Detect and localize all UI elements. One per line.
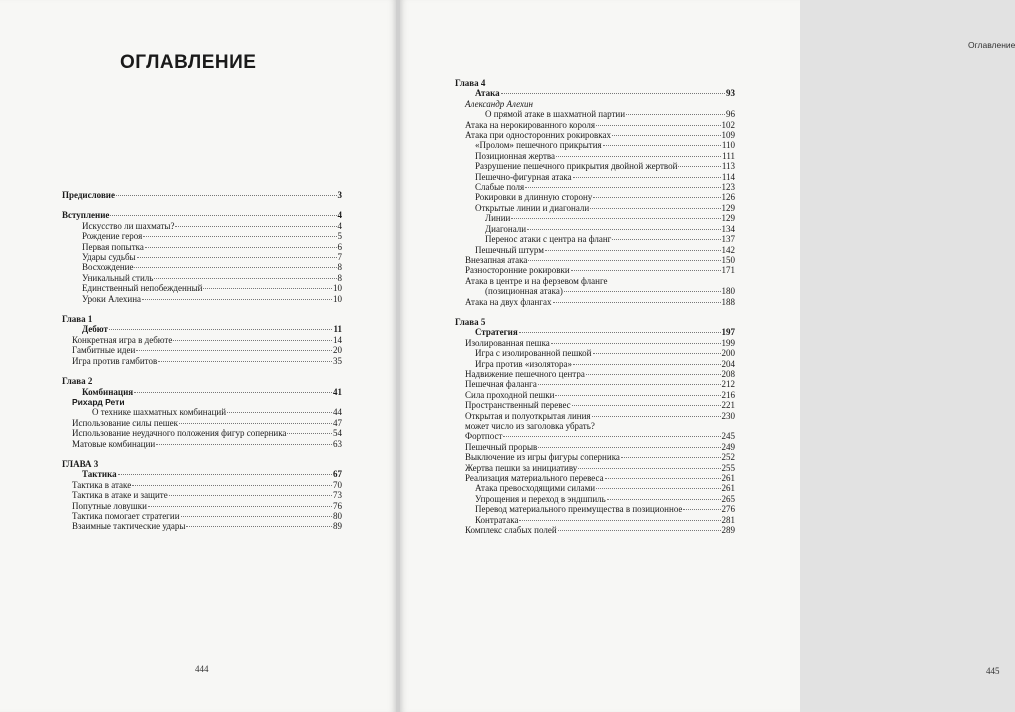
toc-entry — [455, 297, 735, 307]
dot-leader — [519, 520, 720, 521]
toc-entry-title: Упрощения и переход в эндшпиль — [475, 493, 606, 504]
page-title: ОГЛАВЛЕНИЕ — [120, 52, 257, 73]
toc-entry-page: 113 — [721, 161, 735, 172]
toc-entry — [62, 262, 342, 272]
toc-entry-title: Уроки Алехина — [82, 293, 142, 304]
dot-leader — [136, 350, 332, 351]
page-number-right: 445 — [986, 666, 1000, 676]
toc-entry-title: Восхождение — [82, 262, 134, 273]
toc-entry-page: 261 — [721, 473, 735, 484]
toc-entry-page: 276 — [721, 504, 735, 515]
toc-entry-title: Открытая и полуоткрытая линия — [465, 410, 591, 421]
toc-entry — [455, 390, 735, 400]
toc-entry-title: Тактика в атаке и защите — [72, 490, 168, 501]
dot-leader — [173, 340, 332, 341]
toc-entry-page: 41 — [333, 386, 342, 397]
toc-entry-title: ГЛАВА 3 — [62, 458, 99, 469]
toc-list-right — [455, 78, 735, 535]
toc-entry — [455, 182, 735, 192]
toc-entry-page: 171 — [721, 265, 735, 276]
toc-entry — [455, 411, 735, 421]
toc-entry-title: (позиционная атака) — [485, 286, 563, 297]
toc-entry-title: Рокировки в длинную сторону — [475, 192, 593, 203]
toc-entry-page: 249 — [721, 441, 735, 452]
dot-leader — [519, 332, 721, 333]
toc-entry — [62, 252, 342, 262]
toc-entry — [62, 501, 342, 511]
toc-entry-title: Пешечная фаланга — [465, 379, 537, 390]
toc-entry-title: Глава 5 — [455, 316, 486, 327]
dot-leader — [683, 509, 720, 510]
toc-entry-page: 212 — [721, 379, 735, 390]
toc-entry-title: Атака превосходящими силами — [475, 483, 596, 494]
toc-entry-title: Глава 1 — [62, 314, 93, 325]
toc-entry — [455, 327, 735, 337]
toc-entry — [455, 255, 735, 265]
toc-entry-title: Атака на нерокированного короля — [465, 119, 596, 130]
toc-entry-page: 188 — [721, 296, 735, 307]
toc-entry — [62, 283, 342, 293]
toc-entry — [62, 428, 342, 438]
toc-entry-title: Единственный непобежденный — [82, 283, 203, 294]
toc-entry-page: 4 — [337, 220, 342, 231]
toc-entry-page: 129 — [721, 202, 735, 213]
dot-leader — [134, 267, 336, 268]
toc-entry — [455, 99, 735, 109]
toc-entry — [455, 234, 735, 244]
toc-entry-title: Искусство ли шахматы? — [82, 220, 175, 231]
toc-entry-page: 73 — [333, 490, 342, 501]
toc-entry-title: Дебют — [82, 324, 108, 335]
toc-entry-title: О технике шахматных комбинаций — [92, 407, 227, 418]
dot-leader — [612, 239, 720, 240]
toc-entry-title: Атака в центре и на ферзевом фланге — [465, 275, 608, 286]
toc-entry-title: Игра против «изолятора» — [475, 358, 573, 369]
toc-entry — [62, 314, 342, 324]
toc-entry-title: Игра с изолированной пешкой — [475, 348, 592, 359]
toc-entry-title: Тактика помогает стратегии — [72, 510, 180, 521]
dot-leader — [118, 474, 332, 475]
toc-entry — [62, 511, 342, 521]
toc-entry — [62, 480, 342, 490]
toc-entry-page: 137 — [721, 234, 735, 245]
toc-entry-page: 96 — [726, 109, 735, 120]
toc-entry-page: 252 — [721, 452, 735, 463]
toc-entry — [455, 140, 735, 150]
toc-entry-page: 129 — [721, 213, 735, 224]
dot-leader — [596, 125, 720, 126]
toc-entry-page: 8 — [337, 262, 342, 273]
toc-entry-page: 208 — [721, 368, 735, 379]
toc-entry — [455, 172, 735, 182]
toc-entry-title: Атака на двух флангах — [465, 296, 552, 307]
toc-entry — [455, 421, 735, 431]
dot-leader — [558, 530, 721, 531]
dot-leader — [154, 278, 336, 279]
toc-entry-page: 245 — [721, 431, 735, 442]
toc-entry-title: Глава 2 — [62, 376, 93, 387]
toc-entry-page: 70 — [333, 479, 342, 490]
dot-leader — [564, 291, 721, 292]
toc-entry — [455, 276, 735, 286]
toc-entry-title: Надвижение пешечного центра — [465, 368, 585, 379]
page-number-left: 444 — [195, 664, 209, 674]
dot-leader — [527, 229, 720, 230]
dot-leader — [203, 288, 332, 289]
dot-leader — [607, 499, 721, 500]
toc-entry-page: 4 — [337, 210, 342, 221]
toc-entry-page: 67 — [333, 469, 342, 480]
toc-entry — [455, 338, 735, 348]
toc-entry — [62, 221, 342, 231]
toc-entry — [455, 483, 735, 493]
toc-entry — [62, 294, 342, 304]
toc-entry-page: 76 — [333, 500, 342, 511]
toc-entry-title: Вступление — [62, 210, 110, 221]
toc-entry-title: Позиционная жертва — [475, 150, 556, 161]
toc-entry — [62, 459, 342, 469]
toc-entry-page: 230 — [721, 410, 735, 421]
toc-entry — [62, 397, 342, 407]
toc-entry — [455, 452, 735, 462]
toc-entry-title: Изолированная пешка — [465, 337, 550, 348]
dot-leader — [578, 468, 720, 469]
toc-entry-page: 47 — [333, 417, 342, 428]
toc-entry-page: 142 — [721, 244, 735, 255]
toc-entry-title: Слабые поля — [475, 182, 525, 193]
toc-entry-title: Взаимные тактические удары — [72, 521, 186, 532]
dot-leader — [503, 436, 720, 437]
dot-leader — [626, 114, 725, 115]
toc-entry-title: Внезапная атака — [465, 254, 528, 265]
toc-entry-page: 150 — [721, 254, 735, 265]
toc-entry-page: 6 — [337, 241, 342, 252]
toc-entry-page: 35 — [333, 355, 342, 366]
toc-entry-page: 261 — [721, 483, 735, 494]
toc-entry-page: 44 — [333, 407, 342, 418]
toc-entry — [455, 525, 735, 535]
toc-entry — [62, 356, 342, 366]
toc-entry-page: 221 — [721, 400, 735, 411]
toc-entry-title: Использование силы пешек — [72, 417, 179, 428]
toc-entry-title: Уникальный стиль — [82, 272, 154, 283]
toc-entry — [455, 348, 735, 358]
toc-list-left — [62, 190, 342, 532]
dot-leader — [603, 145, 721, 146]
toc-entry-title: Разрушение пешечного прикрытия двойной жертвой — [475, 161, 678, 172]
toc-entry-title: Перевод материального преимущества в позиционное — [475, 504, 683, 515]
dot-leader — [538, 447, 720, 448]
toc-entry-title: Фортпост — [465, 431, 503, 442]
toc-entry-title: Сила проходной пешки — [465, 389, 555, 400]
dot-leader — [592, 416, 721, 417]
dot-leader — [179, 423, 332, 424]
toc-entry-title: Гамбитные идеи — [72, 345, 136, 356]
toc-entry-title: Глава 4 — [455, 78, 486, 88]
toc-entry — [455, 473, 735, 483]
toc-entry — [62, 521, 342, 531]
toc-entry-page: 54 — [333, 428, 342, 439]
toc-entry-page: 126 — [721, 192, 735, 203]
toc-entry-page: 265 — [721, 493, 735, 504]
toc-entry-page: 102 — [721, 119, 735, 130]
toc-entry — [62, 231, 342, 241]
toc-entry-title: Попутные ловушки — [72, 500, 147, 511]
toc-entry-title: Первая попытка — [82, 241, 144, 252]
toc-entry-page: 111 — [722, 150, 735, 161]
dot-leader — [132, 485, 332, 486]
dot-leader — [142, 299, 332, 300]
toc-entry — [455, 494, 735, 504]
dot-leader — [158, 361, 332, 362]
toc-entry — [455, 245, 735, 255]
dot-leader — [148, 506, 332, 507]
toc-entry-page: 200 — [721, 348, 735, 359]
dot-leader — [596, 488, 720, 489]
toc-entry — [62, 242, 342, 252]
dot-leader — [287, 433, 332, 434]
toc-entry — [62, 273, 342, 283]
toc-entry-page: 8 — [337, 272, 342, 283]
dot-leader — [678, 166, 720, 167]
toc-entry — [62, 469, 342, 479]
toc-entry-page: 199 — [721, 337, 735, 348]
toc-entry-title: может число из заголовка убрать? — [465, 421, 595, 431]
toc-entry — [455, 400, 735, 410]
toc-entry — [455, 431, 735, 441]
toc-entry-page: 93 — [726, 88, 735, 99]
dot-leader — [571, 270, 721, 271]
toc-entry-title: Выключение из игры фигуры соперника — [465, 452, 620, 463]
toc-entry — [455, 88, 735, 98]
toc-entry-title: Конкретная игра в дебюте — [72, 334, 173, 345]
toc-entry-title: Удары судьбы — [82, 252, 136, 263]
dot-leader — [528, 260, 720, 261]
dot-leader — [143, 236, 336, 237]
toc-entry-title: Пешечный штурм — [475, 244, 544, 255]
dot-leader — [525, 187, 720, 188]
dot-leader — [110, 215, 336, 216]
toc-entry — [62, 376, 342, 386]
toc-entry-page: 10 — [333, 283, 342, 294]
toc-entry-title: Диагонали — [485, 223, 527, 234]
toc-entry-title: Комплекс слабых полей — [465, 525, 557, 536]
toc-entry-title: О прямой атаке в шахматной партии — [485, 109, 626, 120]
toc-entry — [455, 379, 735, 389]
toc-entry-page: 7 — [337, 252, 342, 263]
toc-entry-page: 89 — [333, 521, 342, 532]
toc-entry — [455, 78, 735, 88]
toc-entry-page: 14 — [333, 334, 342, 345]
toc-entry-page: 63 — [333, 438, 342, 449]
toc-entry — [62, 190, 342, 200]
dot-leader — [572, 405, 721, 406]
toc-entry-title: Перенос атаки с центра на фланг — [485, 234, 612, 245]
toc-entry — [62, 407, 342, 417]
dot-leader — [227, 412, 332, 413]
toc-entry-title: Реализация материального перевеса — [465, 473, 604, 484]
toc-entry — [455, 359, 735, 369]
dot-leader — [109, 329, 333, 330]
dot-leader — [545, 250, 721, 251]
dot-leader — [175, 226, 336, 227]
toc-entry-title: «Пролом» пешечного прикрытия — [475, 140, 602, 151]
toc-entry-title: Открытые линии и диагонали — [475, 202, 590, 213]
dot-leader — [593, 197, 720, 198]
toc-entry-title: Стратегия — [475, 327, 518, 338]
toc-entry — [455, 317, 735, 327]
toc-entry-title: Жертва пешки за инициативу — [465, 462, 578, 473]
toc-entry — [455, 442, 735, 452]
toc-entry — [62, 335, 342, 345]
toc-entry-page: 123 — [721, 182, 735, 193]
dot-leader — [612, 135, 721, 136]
toc-entry — [455, 463, 735, 473]
toc-entry-title: Линии — [485, 213, 511, 224]
toc-entry-title: Комбинация — [82, 386, 134, 397]
dot-leader — [551, 343, 721, 344]
dot-leader — [116, 195, 337, 196]
toc-entry — [455, 203, 735, 213]
toc-entry-title: Пешечный прорыв — [465, 441, 538, 452]
toc-entry — [455, 151, 735, 161]
toc-entry — [62, 345, 342, 355]
toc-entry-page: 110 — [721, 140, 735, 151]
toc-entry-page: 5 — [337, 231, 342, 242]
dot-leader — [555, 395, 720, 396]
toc-entry-page: 281 — [721, 514, 735, 525]
dot-leader — [181, 516, 332, 517]
toc-entry — [455, 515, 735, 525]
toc-entry-title: Атака при односторонних рокировках — [465, 130, 611, 141]
toc-entry-page: 134 — [721, 223, 735, 234]
toc-entry-page: 10 — [333, 293, 342, 304]
toc-entry-page: 180 — [721, 286, 735, 297]
dot-leader — [145, 247, 337, 248]
toc-entry — [455, 109, 735, 119]
toc-entry-title: Разносторонние рокировки — [465, 265, 570, 276]
dot-leader — [137, 257, 337, 258]
toc-entry-title: Пространственный перевес — [465, 400, 571, 411]
running-head: Оглавление — [968, 40, 1015, 50]
dot-leader — [621, 457, 721, 458]
toc-entry — [455, 161, 735, 171]
toc-entry-title: Атака — [475, 88, 500, 99]
dot-leader — [590, 208, 720, 209]
toc-entry-title: Использование неудачного положения фигур соперника — [72, 428, 287, 439]
dot-leader — [593, 353, 721, 354]
toc-entry — [455, 120, 735, 130]
toc-entry-title: Рождение героя — [82, 231, 143, 242]
toc-entry — [62, 210, 342, 220]
dot-leader — [156, 444, 332, 445]
toc-entry-title: Пешечно-фигурная атака — [475, 171, 572, 182]
toc-entry-page: 3 — [337, 190, 342, 200]
toc-entry — [455, 192, 735, 202]
toc-entry-page: 289 — [721, 525, 735, 536]
toc-entry-page: 114 — [721, 171, 735, 182]
dot-leader — [501, 93, 725, 94]
toc-entry-page: 255 — [721, 462, 735, 473]
toc-entry-title: Александр Алехин — [465, 98, 534, 109]
toc-entry — [62, 418, 342, 428]
toc-entry — [455, 369, 735, 379]
toc-entry-page: 20 — [333, 345, 342, 356]
toc-entry-title: Предисловие — [62, 190, 115, 200]
dot-leader — [134, 392, 332, 393]
dot-leader — [605, 478, 721, 479]
dot-leader — [169, 495, 332, 496]
toc-entry-title: Рихард Рети — [72, 396, 125, 407]
dot-leader — [573, 364, 720, 365]
dot-leader — [553, 302, 721, 303]
dot-leader — [186, 526, 332, 527]
toc-entry — [455, 265, 735, 275]
toc-entry — [455, 504, 735, 514]
toc-entry-title: Тактика — [82, 469, 117, 480]
toc-entry — [62, 490, 342, 500]
toc-entry — [455, 213, 735, 223]
toc-entry-page: 109 — [721, 130, 735, 141]
toc-entry-page: 80 — [333, 510, 342, 521]
toc-entry-page: 197 — [721, 327, 735, 338]
toc-entry-title: Контратака — [475, 514, 519, 525]
toc-entry-page: 11 — [333, 324, 342, 335]
toc-entry — [455, 286, 735, 296]
toc-entry — [455, 224, 735, 234]
dot-leader — [538, 384, 721, 385]
toc-entry-title: Матовые комбинации — [72, 438, 156, 449]
toc-entry — [62, 387, 342, 397]
toc-entry-title: Тактика в атаке — [72, 479, 132, 490]
toc-entry-page: 216 — [721, 389, 735, 400]
toc-entry — [455, 130, 735, 140]
dot-leader — [556, 156, 721, 157]
toc-entry-title: Игра против гамбитов — [72, 355, 158, 366]
dot-leader — [573, 177, 721, 178]
dot-leader — [511, 218, 720, 219]
toc-entry-page: 204 — [721, 358, 735, 369]
dot-leader — [586, 374, 721, 375]
toc-entry — [62, 324, 342, 334]
toc-entry — [62, 439, 342, 449]
